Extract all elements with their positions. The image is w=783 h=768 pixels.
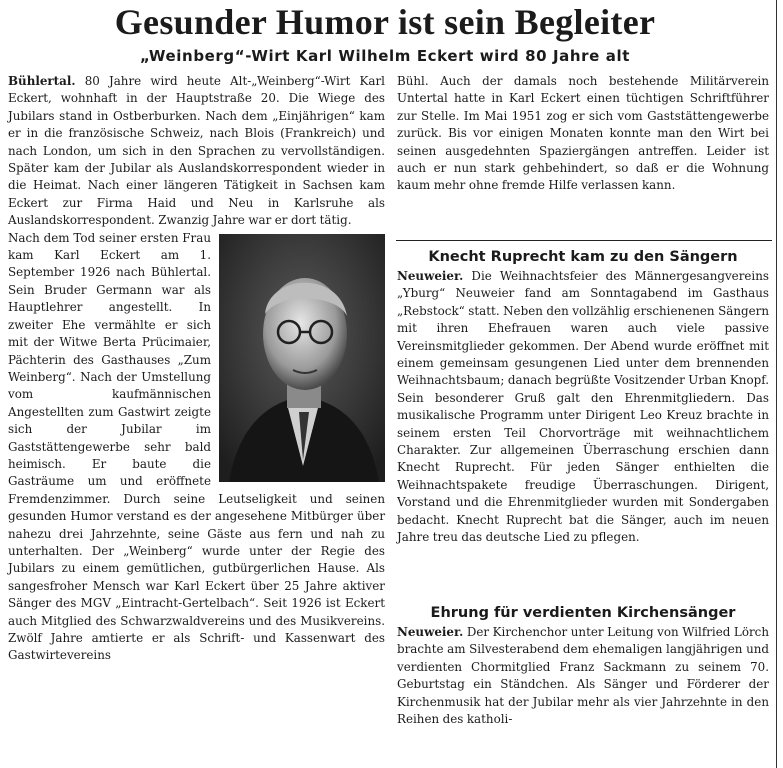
ehrung-paragraph [397,624,769,728]
main-article-dateline: Bühlertal. [8,74,76,88]
knecht-paragraph [397,268,769,547]
main-article-continuation-text: Bühl. Auch der damals noch bestehende Militärverein Untertal hatte in Karl Eckert einen tüchtigen Schriftführer zur Stelle. Im Mai 1951 zog er sich vom Gaststättengewerbe zurück. Bis vor einigen Monaten konnte man den Wirt bei seinen ausgedehnten Spaziergängen antreffen. Leider ist auch er nun stark gehbehindert, so daß er die Wohnung kaum mehr ohne fremde Hilfe verlassen kann. [397,74,769,193]
main-article-text-1: 80 Jahre wird heute Alt-„Weinberg“-Wirt Karl Eckert, wohnhaft in der Hauptstraße 20. Die Wiege des Jubilars stand in Ostberburken. Nach dem „Einjährigen“ kam er in die französische Schweiz, nach Blois (Frankreich) und nach London, um sich in den Sprachen zu vervollständigen. Später kam der Jubilar als Auslandskorrespondent wieder in die Heimat. Nach einer längeren Tätigkeit in Sachsen kam Eckert zur Firma Haid und Neu in Karlsruhe als Auslandskorrespondent. Zwanzig Jahre war er dort tätig. [8,74,385,228]
knecht-article [397,268,769,600]
ehrung-article [397,624,769,764]
column-edge-line [776,0,777,768]
ehrung-dateline: Neuweier. [397,625,464,639]
knecht-dateline: Neuweier. [397,269,464,283]
subheadline: „Weinberg“-Wirt Karl Wilhelm Eckert wird 80 Jahre alt [140,47,630,65]
main-article-paragraph-2: Nach dem Tod seiner ersten Frau kam Karl Eckert am 1. September 1926 nach Bühlertal. Sein Bruder Germann war als Hauptlehrer angestellt. In zweiter Ehe vermählte er sich mit der Witwe Berta Prücimaier, Pächterin des Gasthauses „Zum Weinberg“. Nach der Umstellung vom kaufmännischen Angestellten zum Gastwirt zeigte sich der Jubilar im Gaststättengewerbe sehr bald heimisch. Er baute die Gasträume um und eröffnete Fremdenzimmer. Durch seine Leutseligkeit und seinen gesunden Humor verstand es der angesehene Mitbürger über nahezu drei Jahrzehnte, seine Gäste aus fern und nah zu unterhalten. Der „Weinberg“ wurde unter der Regie des Jubilars zu einem gemütlichen, gutbürgerlichen Hause. Als sangesfroher Mensch war Karl Eckert über 25 Jahre aktiver Sänger des MGV „Eintracht-Gertelbach“. Seit 1926 ist Eckert auch Mitglied des Schwarzwaldvereins und des Musikvereins. Zwölf Jahre amtierte er als Schrift- und Kassenwart des Gastwirtevereins [8,230,385,663]
portrait-photo [219,234,385,482]
headline: Gesunder Humor ist sein Begleiter [114,2,656,42]
ehrung-headline: Ehrung für verdienten Kirchensänger [430,605,736,621]
knecht-text: Die Weihnachtsfeier des Männergesangvereins „Yburg“ Neuweier fand am Sonntagabend im Gasthaus „Rebstock“ statt. Neben den vollzählig erschienenen Sängern mit ihren Ehefrauen waren auch viele passive Vereinsmitglieder gekommen. Der Abend wurde eröffnet mit einem gemeinsam gesungenen Lied unter dem brennenden Weihnachtsbaum; danach begrüßte Vositzender Urban Knopf. Sein besonderer Gruß galt den Ehrenmitgliedern. Das musikalische Programm unter Dirigent Leo Kreuz brachte in seinem ersten Teil Chorvorträge mit weihnachtlichem Charakter. Zur allgemeinen Überraschung erschien dann Knecht Ruprecht. Für jeden Sänger enthielten die Weihnachtspakete freudige Überraschungen. Dirigent, Vorstand und die Ehrenmitglieder wurden mit Sondergaben bedacht. Knecht Ruprecht bat die Sänger, auch im neuen Jahre treu das deutsche Lied zu pflegen. [397,269,769,545]
main-article-continuation [397,73,769,233]
section-divider [396,240,772,241]
knecht-headline: Knecht Ruprecht kam zu den Sängern [428,249,738,265]
portrait-image [219,234,385,482]
ehrung-text: Der Kirchenchor unter Leitung von Wilfried Lörch brachte am Silvesterabend dem ehemaligen langjährigen und verdienten Chormitglied Franz Sackmann zu seinem 70. Geburtstag ein Ständchen. Als Sänger und Förderer der Kirchenmusik hat der Jubilar mehr als vier Jahrzehnte in den Reihen des katholi- [397,625,769,727]
main-article-paragraph-1 [8,73,385,230]
main-article-column [8,73,385,763]
